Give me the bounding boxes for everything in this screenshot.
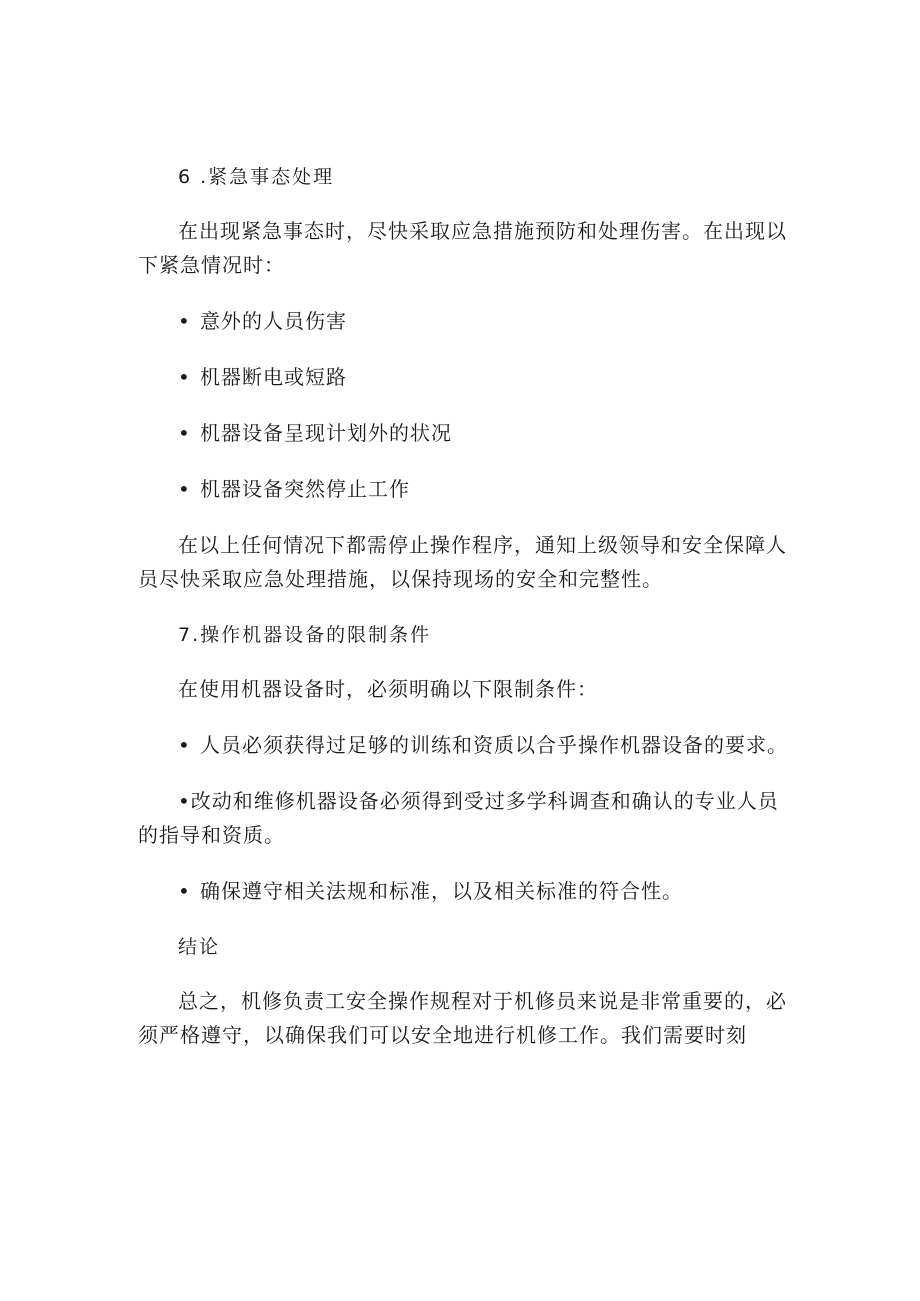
- conclusion-heading: 结论: [178, 936, 221, 958]
- section-7-heading: 7.操作机器设备的限制条件: [178, 624, 432, 646]
- document-body: [138, 160, 788, 1074]
- bullet-dot: •: [178, 733, 191, 757]
- section-6-bullet-4: • 机器设备突然停止工作: [138, 472, 788, 506]
- section-7-bullet-2: •改动和维修机器设备必须得到受过多学科调查和确认的专业人员的指导和资质。: [138, 789, 779, 847]
- bullet-dot: •: [178, 365, 191, 389]
- section-6-intro: 在出现紧急事态时，尽快采取应急措施预防和处理伤害。在出现以下紧急情况时：: [138, 219, 787, 277]
- section-7-bullet-1: • 人员必须获得过足够的训练和资质以合乎操作机器设备的要求。: [138, 728, 788, 762]
- section-6-bullet-3: • 机器设备呈现计划外的状况: [138, 416, 788, 450]
- section-6-heading: 6 .紧急事态处理: [178, 166, 335, 188]
- bullet-dot: •: [178, 421, 191, 445]
- section-6-outro: 在以上任何情况下都需停止操作程序，通知上级领导和安全保障人员尽快采取应急处理措施，以保持现场的安全和完整性。: [138, 533, 787, 591]
- bullet-dot: •: [178, 879, 191, 903]
- bullet-dot: •: [178, 477, 191, 501]
- bullet-dot: •: [178, 789, 191, 813]
- section-6-bullet-2: • 机器断电或短路: [138, 360, 788, 394]
- section-7-bullet-3: • 确保遵守相关法规和标准，以及相关标准的符合性。: [138, 874, 788, 908]
- section-6-bullet-1: • 意外的人员伤害: [138, 304, 788, 338]
- bullet-dot: •: [178, 309, 191, 333]
- section-7-intro: 在使用机器设备时，必须明确以下限制条件：: [178, 677, 598, 701]
- conclusion-text: 总之，机修负责工安全操作规程对于机修员来说是非常重要的，必须严格遵守，以确保我们可以安全地进行机修工作。我们需要时刻: [138, 989, 787, 1047]
